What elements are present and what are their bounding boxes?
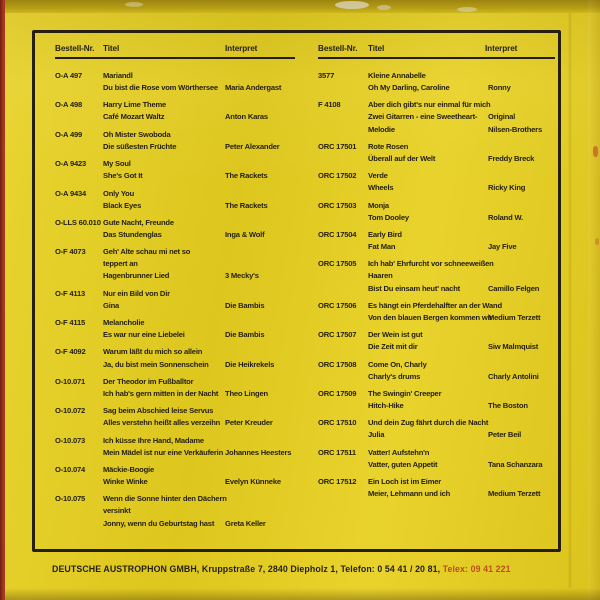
interpret-text: Die Heikrekels [225, 359, 275, 369]
entry-line [103, 200, 295, 212]
entry-line [368, 312, 555, 324]
header-titel: Titel [103, 44, 120, 53]
catalog-row [55, 435, 295, 459]
entry-line [103, 493, 295, 505]
entry-line [368, 300, 555, 312]
interpret-text: Greta Keller [225, 518, 266, 528]
entry-line [368, 459, 555, 471]
title-text: Geh' Alte schau mi net so [103, 247, 191, 257]
entry-line [103, 188, 295, 200]
column-header [318, 44, 555, 59]
interpret-text: Johannes Heesters [225, 447, 292, 457]
entry-line [103, 99, 295, 111]
title-block [368, 447, 555, 471]
entry-line [368, 200, 555, 212]
title-text: Tom Dooley [368, 212, 409, 222]
catalog-number: ORC 17507 [318, 330, 357, 340]
entry-line [368, 258, 555, 270]
title-text: Harry Lime Theme [103, 100, 167, 110]
title-block [103, 464, 295, 488]
title-block [368, 170, 555, 194]
interpret-text: Freddy Breck [488, 153, 535, 163]
interpret-text: Original [488, 112, 516, 122]
catalog-row [318, 170, 555, 194]
catalog-number: ORC 17505 [318, 259, 357, 269]
title-text: Es war nur eine Liebelei [103, 330, 185, 340]
crease-shade [588, 0, 600, 600]
title-text: Die süßesten Früchte [103, 141, 177, 151]
entry-line [103, 82, 295, 94]
title-text: Die Zeit mit dir [368, 342, 418, 352]
entry-line [103, 447, 295, 459]
catalog-row [318, 476, 555, 500]
title-text: Überall auf der Welt [368, 153, 436, 163]
catalog-number: O-F 4113 [55, 288, 86, 298]
entry-line [103, 158, 295, 170]
catalog-number: O-F 4092 [55, 347, 86, 357]
entry-line [368, 82, 555, 94]
entry-line [103, 270, 295, 282]
title-text: She's Got It [103, 171, 143, 181]
interpret-text: Peter Alexander [225, 141, 280, 151]
title-block [103, 376, 295, 400]
title-text: Gute Nacht, Freunde [103, 217, 174, 227]
catalog-number: O-F 4115 [55, 318, 86, 328]
catalog-row [318, 258, 555, 294]
entry-line [103, 417, 295, 429]
title-block [103, 99, 295, 123]
title-text: Café Mozart Waltz [103, 112, 165, 122]
catalog-number: O-A 499 [55, 129, 83, 139]
title-block [103, 493, 295, 529]
title-block [103, 435, 295, 459]
title-text: Meier, Lehmann und ich [368, 489, 451, 499]
interpret-text: Peter Beil [488, 430, 522, 440]
title-text: Jonny, wenn du Geburtstag hast [103, 518, 215, 528]
yellow-sleeve [5, 0, 600, 600]
title-text: Gina [103, 300, 120, 310]
title-text: Julia [368, 430, 385, 440]
interpret-text: Inga & Wolf [225, 229, 265, 239]
interpret-text: 3 Mecky's [225, 271, 259, 281]
entry-line [103, 505, 295, 517]
title-block [368, 200, 555, 224]
title-text: Come On, Charly [368, 359, 427, 369]
header-interpret: Interpret [485, 44, 518, 53]
catalog-row [55, 70, 295, 94]
catalog-number: O-10.072 [55, 406, 86, 416]
catalog-row [318, 359, 555, 383]
interpret-text: Die Bambis [225, 300, 265, 310]
entry-line [368, 270, 555, 282]
title-text: Wenn die Sonne hinter den Dächern [103, 494, 227, 504]
catalog-row [318, 329, 555, 353]
title-text: Warum läßt du mich so allein [103, 347, 203, 357]
entry-line [103, 300, 295, 312]
title-text: Mein Mädel ist nur eine Verkäuferin [103, 447, 224, 457]
wear-mark [377, 5, 391, 10]
red-wear-spot [595, 238, 599, 245]
catalog-number: ORC 17506 [318, 300, 357, 310]
title-text: Das Stundenglas [103, 229, 162, 239]
title-block [368, 229, 555, 253]
title-text: Charly's drums [368, 371, 421, 381]
entry-line [368, 417, 555, 429]
entry-line [103, 388, 295, 400]
catalog-row [318, 70, 555, 94]
title-block [103, 158, 295, 182]
title-text: Alles verstehn heißt alles verzeihn [103, 418, 221, 428]
telex-number: Telex: 09 41 221 [442, 564, 511, 574]
catalog-row [55, 493, 295, 529]
catalog-number: ORC 17503 [318, 200, 357, 210]
title-block [368, 329, 555, 353]
entry-line [103, 288, 295, 300]
interpret-text: Jay Five [488, 242, 517, 252]
catalog-number: O-A 9423 [55, 159, 87, 169]
wear-mark [335, 1, 369, 9]
title-block [103, 317, 295, 341]
title-text: teppert an [103, 259, 138, 269]
title-text: Von den blauen Bergen kommen wir [368, 312, 493, 322]
catalog-number: ORC 17511 [318, 447, 356, 457]
title-block [368, 141, 555, 165]
title-text: Der Theodor im Fußballtor [103, 376, 194, 386]
title-block [368, 300, 555, 324]
wear-mark [125, 2, 143, 7]
entry-line [103, 346, 295, 358]
title-text: Melodie [368, 124, 395, 134]
interpret-text: Camillo Felgen [488, 283, 540, 293]
interpret-text: Medium Terzett [488, 489, 541, 499]
catalog-number: ORC 17501 [318, 141, 357, 151]
title-text: Es hängt ein Pferdehalfter an der Wand [368, 300, 502, 310]
catalog-number: O-10.073 [55, 435, 86, 445]
title-text: Winke Winke [103, 477, 148, 487]
title-block [368, 99, 555, 135]
catalog-row [318, 200, 555, 224]
title-text: Du bist die Rose vom Wörthersee [103, 83, 218, 93]
catalog-row [55, 217, 295, 241]
title-block [103, 246, 295, 282]
catalog-row [318, 141, 555, 165]
interpret-text: The Rackets [225, 200, 268, 210]
catalog-column-right [318, 44, 555, 505]
red-wear-spot [593, 146, 598, 157]
title-text: Vatter! Aufstehn'n [368, 447, 430, 457]
title-text: The Swingin' Creeper [368, 388, 442, 398]
publisher-address: DEUTSCHE AUSTROPHON GMBH, Kruppstraße 7, 2840 Diepholz 1, Telefon: 0 54 41 / 20 81, [52, 564, 443, 574]
entry-line [103, 464, 295, 476]
title-block [368, 359, 555, 383]
title-block [368, 417, 555, 441]
title-text: Haaren [368, 271, 393, 281]
catalog-number: O-10.071 [55, 376, 86, 386]
entry-line [368, 388, 555, 400]
catalog-number: ORC 17502 [318, 171, 357, 181]
entry-line [103, 246, 295, 258]
entry-line [103, 329, 295, 341]
catalog-row [318, 300, 555, 324]
wear-mark [457, 7, 477, 12]
title-text: versinkt [103, 506, 131, 516]
title-text: Only You [103, 188, 135, 198]
catalog-row [55, 129, 295, 153]
title-text: Und dein Zug fährt durch die Nacht [368, 418, 489, 428]
title-text: Rote Rosen [368, 141, 409, 151]
title-text: Hagenbrunner Lied [103, 271, 170, 281]
catalog-row [55, 317, 295, 341]
entry-line [368, 153, 555, 165]
title-text: Hitch-Hike [368, 401, 404, 411]
entry-line [368, 341, 555, 353]
entry-line [103, 518, 295, 530]
interpret-text: Charly Antolini [488, 371, 539, 381]
entry-line [103, 359, 295, 371]
catalog-row [318, 388, 555, 412]
catalog-column-left [55, 44, 295, 535]
title-text: Ich hab's gern mitten in der Nacht [103, 388, 219, 398]
interpret-text: Roland W. [488, 212, 523, 222]
catalog-row [55, 346, 295, 370]
interpret-text: Tana Schanzara [488, 459, 543, 469]
title-text: Monja [368, 200, 389, 210]
title-block [103, 129, 295, 153]
catalog-row [55, 288, 295, 312]
publisher-footer [52, 564, 582, 574]
title-block [368, 70, 555, 94]
entry-line [103, 217, 295, 229]
title-text: Mäckie-Boogie [103, 464, 154, 474]
entry-line [368, 447, 555, 459]
entry-line [103, 70, 295, 82]
entry-line [103, 229, 295, 241]
entry-line [368, 241, 555, 253]
header-bestell-nr: Bestell-Nr. [55, 44, 95, 53]
entry-line [368, 429, 555, 441]
entry-line [103, 317, 295, 329]
entry-line [368, 476, 555, 488]
entry-line [368, 124, 555, 136]
title-text: Vatter, guten Appetit [368, 459, 438, 469]
interpret-text: The Boston [488, 401, 528, 411]
entry-line [368, 141, 555, 153]
catalog-number: O-A 497 [55, 71, 83, 80]
entry-line [103, 129, 295, 141]
title-text: Ja, du bist mein Sonnenschein [103, 359, 209, 369]
title-block [103, 288, 295, 312]
entry-line [103, 258, 295, 270]
title-text: Ich küsse Ihre Hand, Madame [103, 435, 204, 445]
catalog-number: ORC 17509 [318, 388, 357, 398]
catalog-number: F 4108 [318, 100, 341, 110]
title-text: Nur ein Bild von Dir [103, 288, 170, 298]
title-block [103, 346, 295, 370]
title-text: Aber dich gibt's nur einmal für mich [368, 100, 491, 110]
interpret-text: Anton Karas [225, 112, 268, 122]
catalog-number: O-LLS 60.010 [55, 217, 101, 227]
title-text: Oh My Darling, Caroline [368, 83, 450, 93]
title-text: Sag beim Abschied leise Servus [103, 406, 214, 416]
header-titel: Titel [368, 44, 385, 53]
entry-line [103, 435, 295, 447]
interpret-text: Medium Terzett [488, 312, 541, 322]
entry-line [368, 212, 555, 224]
entry-line [368, 111, 555, 123]
entry-line [368, 283, 555, 295]
sleeve-top-fold [5, 0, 600, 13]
entry-line [368, 229, 555, 241]
title-block [103, 188, 295, 212]
title-text: Der Wein ist gut [368, 330, 423, 340]
entry-line [368, 182, 555, 194]
title-block [103, 405, 295, 429]
entry-line [368, 371, 555, 383]
title-text: Kleine Annabelle [368, 71, 426, 80]
catalog-number: 3577 [318, 71, 335, 80]
entry-line [368, 488, 555, 500]
entry-line [368, 400, 555, 412]
catalog-row [55, 246, 295, 282]
catalog-row [55, 188, 295, 212]
interpret-text: Theo Lingen [225, 388, 268, 398]
catalog-number: O-A 498 [55, 100, 83, 110]
title-text: Verde [368, 171, 388, 181]
catalog-row [318, 99, 555, 135]
catalog-row [55, 376, 295, 400]
catalog-number: ORC 17510 [318, 418, 357, 428]
title-text: Wheels [368, 183, 394, 193]
header-interpret: Interpret [225, 44, 258, 53]
catalog-row [55, 99, 295, 123]
catalog-row [318, 229, 555, 253]
catalog-number: O-F 4073 [55, 247, 86, 257]
title-text: My Soul [103, 159, 131, 169]
title-block [368, 388, 555, 412]
interpret-text: Evelyn Künneke [225, 477, 281, 487]
catalog-number: O-10.075 [55, 494, 86, 504]
interpret-text: Nilsen-Brothers [488, 124, 542, 134]
crease-line [568, 13, 572, 588]
entry-line [368, 70, 555, 82]
entry-line [103, 111, 295, 123]
catalog-row [55, 405, 295, 429]
entry-line [103, 170, 295, 182]
catalog-rows-right [318, 70, 555, 500]
entry-line [103, 141, 295, 153]
title-text: Melancholie [103, 318, 145, 328]
title-text: Ein Loch ist im Eimer [368, 477, 442, 487]
catalog-row [55, 158, 295, 182]
catalog-number: O-10.074 [55, 464, 86, 474]
column-header [55, 44, 295, 59]
catalog-row [318, 417, 555, 441]
title-text: Zwei Gitarren - eine Sweetheart- [368, 112, 478, 122]
catalog-rows-left [55, 70, 295, 530]
interpret-text: Die Bambis [225, 330, 265, 340]
title-text: Mariandl [103, 71, 133, 80]
title-block [103, 217, 295, 241]
title-text: Early Bird [368, 229, 402, 239]
bottom-edge-shadow [5, 588, 600, 600]
title-text: Bist Du einsam heut' nacht [368, 283, 460, 293]
catalog-row [55, 464, 295, 488]
interpret-text: The Rackets [225, 171, 268, 181]
header-bestell-nr: Bestell-Nr. [318, 44, 358, 53]
entry-line [103, 405, 295, 417]
interpret-text: Peter Kreuder [225, 418, 273, 428]
title-text: Fat Man [368, 242, 396, 252]
entry-line [368, 359, 555, 371]
entry-line [368, 170, 555, 182]
title-block [103, 70, 295, 94]
entry-line [368, 99, 555, 111]
catalog-number: O-A 9434 [55, 188, 87, 198]
title-block [368, 258, 555, 294]
title-block [368, 476, 555, 500]
entry-line [368, 329, 555, 341]
interpret-text: Maria Andergast [225, 83, 282, 93]
interpret-text: Ricky King [488, 183, 526, 193]
catalog-number: ORC 17508 [318, 359, 357, 369]
title-text: Ich hab' Ehrfurcht vor schneeweißen [368, 259, 494, 269]
catalog-number: ORC 17504 [318, 229, 357, 239]
catalog-row [318, 447, 555, 471]
title-text: Black Eyes [103, 200, 142, 210]
entry-line [103, 376, 295, 388]
title-text: Oh Mister Swoboda [103, 129, 171, 139]
interpret-text: Siw Malmquist [488, 342, 539, 352]
interpret-text: Ronny [488, 83, 511, 93]
entry-line [103, 476, 295, 488]
catalog-number: ORC 17512 [318, 477, 357, 487]
